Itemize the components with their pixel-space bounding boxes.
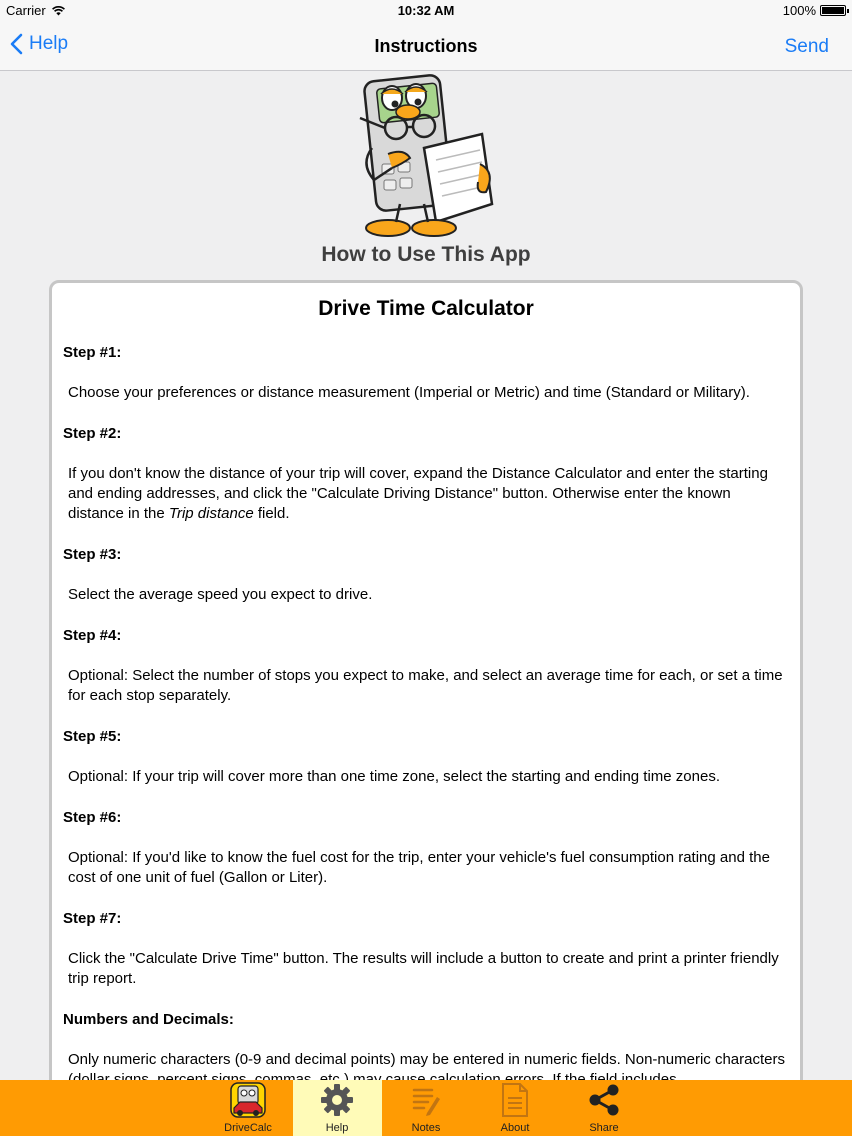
- tab-label: About: [500, 1122, 530, 1134]
- step-2: [63, 424, 788, 524]
- step-heading: Step #5:: [63, 728, 122, 745]
- tab-label: Help: [325, 1122, 349, 1134]
- instructions-list: [52, 343, 800, 1090]
- tab-help[interactable]: [293, 1080, 382, 1136]
- step-heading: Step #4:: [63, 627, 122, 644]
- back-button-label: Help: [29, 33, 69, 54]
- numbers-and-decimals-section: [63, 1010, 788, 1090]
- step-heading: Step #7:: [63, 910, 122, 927]
- calculator-mascot-illustration: [352, 72, 500, 240]
- tab-about[interactable]: [471, 1080, 560, 1136]
- step-text-part: If you don't know the distance of your trip will cover, expand the Distance Calculator and enter the starting and ending addresses, and click the "Calculate Driving Distance" button. Otherwise enter the known distance in the: [68, 465, 768, 522]
- send-button[interactable]: Send: [784, 36, 829, 57]
- step-text: Select the average speed you expect to drive.: [68, 586, 373, 603]
- navigation-bar: [0, 22, 852, 71]
- tab-bar: [0, 1080, 852, 1136]
- page-title: Instructions: [374, 36, 478, 56]
- step-3: [63, 545, 788, 605]
- share-icon: [587, 1083, 621, 1117]
- carrier-label: Carrier: [6, 3, 46, 18]
- step-7: [63, 909, 788, 989]
- step-1: [63, 343, 788, 403]
- tab-label: Notes: [411, 1122, 441, 1134]
- trip-distance-emphasis: Trip distance: [168, 505, 254, 522]
- step-text: Optional: Select the number of stops you expect to make, and select an average time for each, or set a time for each stop separately.: [68, 667, 783, 704]
- section-heading: How to Use This App: [321, 243, 531, 266]
- card-title: Drive Time Calculator: [318, 297, 534, 320]
- document-icon: [500, 1082, 530, 1118]
- battery-info: [783, 3, 846, 18]
- step-4: [63, 626, 788, 706]
- step-text-part: field.: [253, 505, 290, 522]
- chevron-left-icon: [10, 33, 23, 55]
- step-5: [63, 727, 788, 787]
- status-time: 10:32 AM: [397, 3, 455, 18]
- tab-label: DriveCalc: [224, 1122, 272, 1134]
- step-text: [63, 464, 788, 524]
- tab-notes[interactable]: [382, 1080, 471, 1136]
- back-button[interactable]: [10, 33, 68, 55]
- drivecalc-app-icon: [230, 1082, 266, 1118]
- step-text: Optional: If your trip will cover more than one time zone, select the starting and ending time zones.: [68, 768, 721, 785]
- step-text: Only numeric characters (0-9 and decimal points) may be entered in numeric fields. Non-numeric characters: [68, 1051, 785, 1068]
- step-heading: Step #1:: [63, 344, 122, 361]
- step-heading: Step #3:: [63, 546, 122, 563]
- step-heading: Step #2:: [63, 425, 122, 442]
- battery-percent: 100%: [782, 3, 816, 18]
- step-6: [63, 808, 788, 888]
- step-heading: Step #6:: [63, 809, 122, 826]
- tab-share[interactable]: [560, 1080, 649, 1136]
- step-text: Click the "Calculate Drive Time" button. The results will include a button to create and print a printer friendly trip report.: [68, 950, 779, 987]
- step-text: Optional: If you'd like to know the fuel cost for the trip, enter your vehicle's fuel consumption rating and the cost of one unit of fuel (Gallon or Liter).: [68, 849, 770, 886]
- step-text: Choose your preferences or distance measurement (Imperial or Metric) and time (Standard or Military).: [68, 384, 750, 401]
- status-bar: [0, 0, 852, 22]
- step-heading: Numbers and Decimals:: [63, 1011, 234, 1028]
- instructions-card[interactable]: [49, 280, 803, 1100]
- battery-icon: [820, 5, 846, 16]
- tab-label: Share: [589, 1122, 619, 1134]
- notes-icon: [410, 1083, 442, 1117]
- tab-drivecalc[interactable]: [204, 1080, 293, 1136]
- gear-icon: [320, 1083, 354, 1117]
